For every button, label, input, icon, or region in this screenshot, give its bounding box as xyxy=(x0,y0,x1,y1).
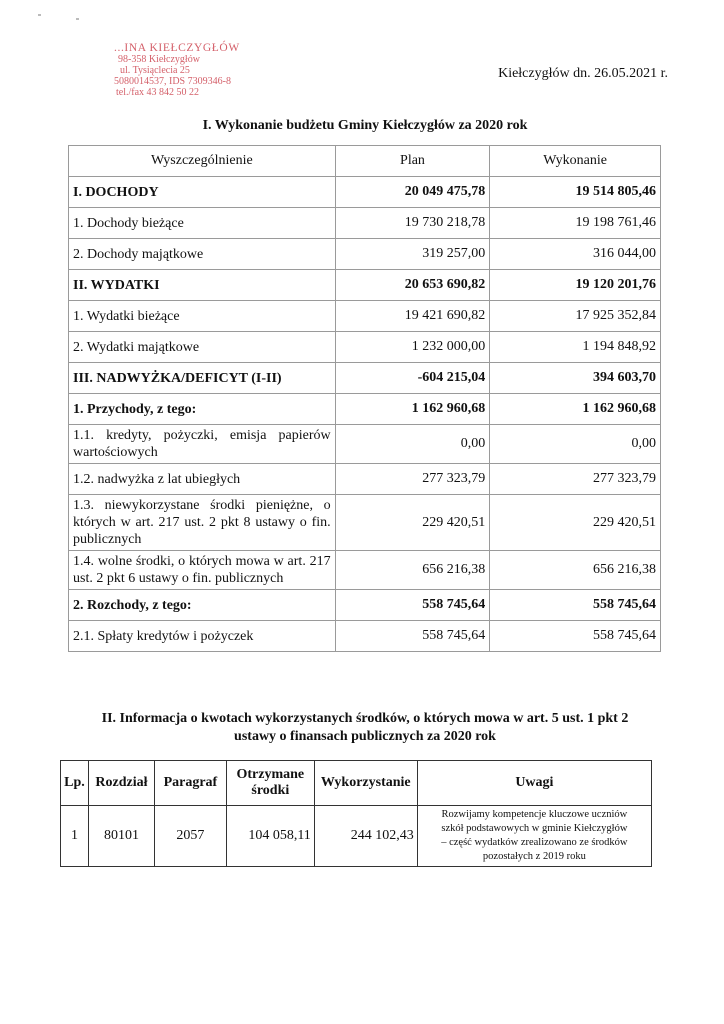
section-1-title: I. Wykonanie budżetu Gminy Kiełczygłów za 2020 rok xyxy=(202,118,528,133)
funds-table xyxy=(60,760,652,867)
cell-description: II. WYDATKI xyxy=(69,270,336,301)
cell-description: 1.3. niewykorzystane środki pieniężne, o których w art. 217 ust. 2 pkt 8 ustawy o fin. publicznych xyxy=(69,495,336,551)
cell-plan: 229 420,51 xyxy=(335,495,490,551)
cell-description: 2. Wydatki majątkowe xyxy=(69,332,336,363)
cell-execution: 19 514 805,46 xyxy=(490,177,661,208)
header-line: środki xyxy=(251,783,290,798)
stamp-line: 5080014537, IDS 7309346-8 xyxy=(114,76,231,87)
cell-execution: 0,00 xyxy=(490,425,661,464)
cell-execution: 558 745,64 xyxy=(490,590,661,621)
table-row xyxy=(69,177,661,208)
section-2-title-line: ustawy o finansach publicznych za 2020 rok xyxy=(234,729,496,744)
remarks-line: – część wydatków zrealizowano ze środków xyxy=(441,837,628,848)
table-row xyxy=(69,332,661,363)
table-row xyxy=(69,301,661,332)
section-2-title xyxy=(60,710,670,746)
cell-description: 2. Rozchody, z tego: xyxy=(69,590,336,621)
cell-chapter: 80101 xyxy=(88,806,154,867)
scan-speck xyxy=(76,18,79,20)
cell-execution: 19 198 761,46 xyxy=(490,208,661,239)
cell-description: I. DOCHODY xyxy=(69,177,336,208)
scan-speck xyxy=(38,14,41,16)
col-header-description: Wyszczególnienie xyxy=(69,146,336,177)
cell-description: 1.1. kredyty, pożyczki, emisja papierów wartościowych xyxy=(69,425,336,464)
table-row xyxy=(69,394,661,425)
cell-plan: 20 049 475,78 xyxy=(335,177,490,208)
stamp-line: tel./fax 43 842 50 22 xyxy=(116,87,200,98)
cell-description: III. NADWYŻKA/DEFICYT (I-II) xyxy=(69,363,336,394)
table-row xyxy=(69,363,661,394)
table-row xyxy=(69,208,661,239)
cell-description: 2.1. Spłaty kredytów i pożyczek xyxy=(69,621,336,652)
cell-lp: 1 xyxy=(61,806,89,867)
cell-used: 244 102,43 xyxy=(314,806,417,867)
cell-remarks xyxy=(417,806,651,867)
table-row xyxy=(61,806,652,867)
col-header-lp: Lp. xyxy=(61,761,89,806)
cell-plan: 19 730 218,78 xyxy=(335,208,490,239)
table-row xyxy=(69,590,661,621)
cell-description: 1. Przychody, z tego: xyxy=(69,394,336,425)
cell-description: 1.4. wolne środki, o których mowa w art. 217 ust. 2 pkt 6 ustawy o fin. publicznych xyxy=(69,551,336,590)
cell-plan: 319 257,00 xyxy=(335,239,490,270)
col-header-paragraph: Paragraf xyxy=(154,761,226,806)
budget-table xyxy=(68,145,661,652)
table-row xyxy=(69,621,661,652)
cell-description: 2. Dochody majątkowe xyxy=(69,239,336,270)
col-header-execution: Wykonanie xyxy=(490,146,661,177)
cell-description: 1. Dochody bieżące xyxy=(69,208,336,239)
cell-execution: 17 925 352,84 xyxy=(490,301,661,332)
cell-description: 1.2. nadwyżka z lat ubiegłych xyxy=(69,464,336,495)
cell-execution: 19 120 201,76 xyxy=(490,270,661,301)
funds-table-header xyxy=(61,761,652,806)
budget-table-header xyxy=(69,146,661,177)
cell-plan: 1 162 960,68 xyxy=(335,394,490,425)
cell-plan: 656 216,38 xyxy=(335,551,490,590)
cell-execution: 1 162 960,68 xyxy=(490,394,661,425)
cell-execution: 316 044,00 xyxy=(490,239,661,270)
remarks-line: pozostałych z 2019 roku xyxy=(482,851,586,862)
remarks-line: Rozwijamy kompetencje kluczowe uczniów xyxy=(441,809,628,820)
cell-execution: 1 194 848,92 xyxy=(490,332,661,363)
col-header-plan: Plan xyxy=(335,146,490,177)
cell-execution: 558 745,64 xyxy=(490,621,661,652)
table-row xyxy=(69,270,661,301)
col-header-remarks: Uwagi xyxy=(417,761,651,806)
cell-execution: 277 323,79 xyxy=(490,464,661,495)
cell-description: 1. Wydatki bieżące xyxy=(69,301,336,332)
cell-plan: 558 745,64 xyxy=(335,621,490,652)
cell-plan: -604 215,04 xyxy=(335,363,490,394)
table-row xyxy=(69,551,661,590)
cell-received-funds: 104 058,11 xyxy=(226,806,314,867)
stamp-line: ...INA KIEŁCZYGŁÓW xyxy=(114,42,240,54)
cell-execution: 394 603,70 xyxy=(490,363,661,394)
table-row xyxy=(69,495,661,551)
table-row xyxy=(69,239,661,270)
table-row xyxy=(69,425,661,464)
table-row xyxy=(69,464,661,495)
stamp-line: 98-358 Kiełczygłów xyxy=(118,54,200,65)
stamp-line: ul. Tysiąclecia 25 xyxy=(120,65,190,76)
cell-execution: 229 420,51 xyxy=(490,495,661,551)
header-line: Otrzymane xyxy=(236,767,305,782)
cell-plan: 1 232 000,00 xyxy=(335,332,490,363)
col-header-used: Wykorzystanie xyxy=(314,761,417,806)
col-header-received-funds xyxy=(226,761,314,806)
col-header-chapter: Rozdział xyxy=(88,761,154,806)
office-stamp xyxy=(114,43,274,98)
cell-plan: 20 653 690,82 xyxy=(335,270,490,301)
cell-plan: 558 745,64 xyxy=(335,590,490,621)
cell-plan: 277 323,79 xyxy=(335,464,490,495)
section-2-title-line: II. Informacja o kwotach wykorzystanych środków, o których mowa w art. 5 ust. 1 pkt 2 xyxy=(101,711,629,726)
remarks-line: szkół podstawowych w gminie Kiełczygłów xyxy=(441,823,628,834)
cell-plan: 0,00 xyxy=(335,425,490,464)
cell-plan: 19 421 690,82 xyxy=(335,301,490,332)
cell-paragraph: 2057 xyxy=(154,806,226,867)
cell-execution: 656 216,38 xyxy=(490,551,661,590)
place-and-date: Kiełczygłów dn. 26.05.2021 r. xyxy=(498,66,668,81)
